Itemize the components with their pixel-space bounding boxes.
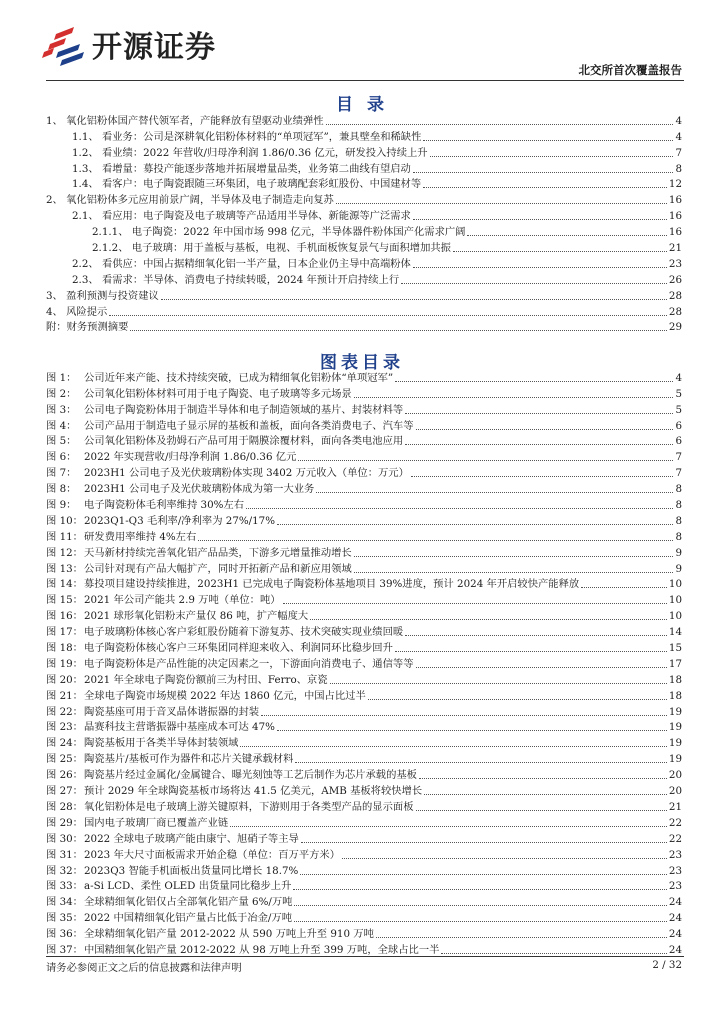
dot-leader (423, 140, 673, 141)
entry-page: 18 (668, 689, 682, 702)
figure-entry[interactable] (46, 481, 682, 497)
toc-entry[interactable] (46, 161, 682, 177)
dot-leader (411, 476, 674, 477)
figure-entry[interactable] (46, 640, 682, 656)
entry-page: 10 (668, 594, 682, 607)
figure-entry[interactable] (46, 608, 682, 624)
entry-text: 天马新材持续完善氧化铝产品品类，下游多元增量推动增长 (84, 546, 352, 559)
entry-page: 16 (668, 194, 682, 207)
logo-text: 开源证券 (92, 30, 216, 65)
entry-text: 公司电子陶瓷粉体用于制造半导体和电子制造领域的基片、封装材料等 (84, 403, 404, 416)
dot-leader (416, 667, 667, 668)
entry-page: 28 (668, 289, 682, 302)
entry-page: 4 (675, 371, 682, 384)
entry-page: 10 (668, 578, 682, 591)
entry-page: 19 (668, 705, 682, 718)
report-type: 北交所首次覆盖报告 (578, 63, 682, 77)
entry-text: 研发费用率维持 4%左右 (84, 530, 197, 543)
figure-entry[interactable] (46, 386, 682, 402)
figure-entry[interactable] (46, 847, 682, 863)
dot-leader (198, 540, 673, 541)
figure-label: 图 5： (46, 435, 77, 448)
figure-label: 图 9： (46, 499, 77, 512)
entry-page: 23 (668, 864, 682, 877)
figure-label: 图 27： (46, 785, 83, 798)
figure-label: 图 35： (46, 912, 83, 925)
dot-leader (405, 413, 673, 414)
figure-label: 图 8： (46, 483, 77, 496)
entry-page: 17 (668, 657, 682, 670)
toc-entry[interactable] (46, 224, 682, 240)
entry-page: 20 (668, 769, 682, 782)
figure-label: 图 21： (46, 689, 83, 702)
entry-page: 8 (675, 162, 682, 175)
figure-entry[interactable] (46, 783, 682, 799)
figure-entry[interactable] (46, 831, 682, 847)
figure-label: 图 36： (46, 928, 83, 941)
figure-label: 图 15： (46, 594, 83, 607)
table-of-contents (46, 113, 682, 335)
figure-entry[interactable] (46, 926, 682, 942)
entry-page: 4 (675, 114, 682, 127)
figure-label: 图 37： (46, 943, 83, 956)
footer-divider (46, 956, 684, 957)
dot-leader (395, 381, 673, 382)
header-divider (46, 80, 684, 81)
toc-entry[interactable] (46, 304, 682, 320)
dot-leader (336, 203, 667, 204)
entry-page: 10 (668, 610, 682, 623)
dot-leader (453, 251, 667, 252)
figure-list-title: 图表目录 (320, 353, 404, 373)
figure-label: 图 17： (46, 626, 83, 639)
entry-page: 24 (668, 943, 682, 956)
figure-entry[interactable] (46, 545, 682, 561)
figure-label: 图 13： (46, 562, 83, 575)
dot-leader (423, 187, 667, 188)
dot-leader (395, 651, 667, 652)
dot-leader (413, 172, 674, 173)
entry-page: 23 (668, 848, 682, 861)
dot-leader (295, 762, 666, 763)
entry-text: 公司近年来产能、技术持续突破，已成为精细氧化铝粉体“单项冠军” (84, 371, 394, 384)
dot-leader (413, 267, 667, 268)
figure-entry[interactable] (46, 894, 682, 910)
dot-leader (326, 124, 674, 125)
figure-label: 图 26： (46, 769, 83, 782)
figure-label: 图 24： (46, 737, 83, 750)
toc-entry[interactable] (46, 320, 682, 336)
figure-label: 图 11： (46, 530, 83, 543)
entry-text: 公司氧化铝粉体及勃姆石产品可用于隔膜涂覆材料，面向各类电池应用 (84, 435, 404, 448)
dot-leader (368, 699, 667, 700)
figure-entry[interactable] (46, 672, 682, 688)
entry-text: 2.1.1、 电子陶瓷：2022 年中国市场 998 亿元，半导体器件粉体国产化需求广阔 (92, 226, 466, 239)
figure-label: 图 14： (46, 578, 83, 591)
entry-page: 24 (668, 928, 682, 941)
entry-text: 陶瓷基片经过金属化/金属键合、曝光刻蚀等工艺后制作为芯片承载的基板 (84, 769, 417, 782)
entry-text: 2022 中国精细氧化铝产量占比低于冶金/万吨 (84, 912, 292, 925)
dot-leader (424, 794, 667, 795)
dot-leader (354, 397, 674, 398)
entry-page: 8 (675, 499, 682, 512)
entry-text: 2.1.2、 电子玻璃：用于盖板与基板，电视、手机面板恢复景气与面积增加共振 (92, 242, 451, 255)
entry-page: 7 (675, 146, 682, 159)
dot-leader (130, 330, 667, 331)
figure-entry[interactable] (46, 561, 682, 577)
figure-entry[interactable] (46, 735, 682, 751)
figure-label: 图 34： (46, 896, 83, 909)
figure-entry[interactable] (46, 577, 682, 593)
dot-leader (293, 889, 667, 890)
figure-label: 图 10： (46, 514, 83, 527)
figure-label: 图 12： (46, 546, 83, 559)
figure-label: 图 30： (46, 832, 83, 845)
figure-label: 图 33： (46, 880, 83, 893)
entry-text: 2023H1 公司电子及光伏玻璃粉体成为第一大业务 (84, 483, 315, 496)
entry-text: 1.2、 看业绩：2022 年营收/归母净利润 1.86/0.36 亿元，研发投入持续上升 (72, 146, 428, 159)
entry-text: 3、 盈利预测与投资建议 (46, 289, 159, 302)
figure-label: 图 19： (46, 657, 83, 670)
dot-leader (401, 283, 667, 284)
figure-entry[interactable] (46, 402, 682, 418)
figure-entry[interactable] (46, 624, 682, 640)
entry-text: 全球电子陶瓷市场规模 2022 年达 1860 亿元，中国占比过半 (84, 689, 366, 702)
figure-entry[interactable] (46, 418, 682, 434)
figure-list (46, 370, 682, 958)
figure-label: 图 2： (46, 387, 77, 400)
figure-label: 图 1： (46, 371, 77, 384)
toc-entry[interactable] (46, 192, 682, 208)
toc-entry[interactable] (46, 177, 682, 193)
entry-page: 18 (668, 673, 682, 686)
entry-text: 国内电子玻璃厂商已覆盖产业链 (84, 816, 229, 829)
entry-page: 9 (675, 562, 682, 575)
entry-text: 2022 年实现营收/归母净利润 1.86/0.36 亿元 (84, 451, 297, 464)
figure-label: 图 16： (46, 610, 83, 623)
figure-label: 图 29： (46, 816, 83, 829)
entry-page: 22 (668, 816, 682, 829)
dot-leader (246, 508, 673, 509)
dot-leader (581, 587, 667, 588)
figure-entry[interactable] (46, 434, 682, 450)
entry-text: 中国精细氧化铝产量 2012-2022 从 98 万吨上升至 399 万吨，全球占比一半 (84, 943, 440, 956)
entry-text: 2.2、 看供应：中国占据精细氧化铝一半产量，日本企业仍主导中高端粉体 (72, 257, 411, 270)
figure-entry[interactable] (46, 592, 682, 608)
figure-entry[interactable] (46, 529, 682, 545)
entry-text: 2022 全球电子玻璃产能由康宁、旭硝子等主导 (84, 832, 299, 845)
entry-text: 陶瓷基板用于各类半导体封装领域 (84, 737, 239, 750)
dot-leader (316, 492, 673, 493)
dot-leader (441, 953, 666, 954)
toc-entry[interactable] (46, 145, 682, 161)
toc-entry[interactable] (46, 272, 682, 288)
entry-text: 4、 风险提示 (46, 305, 108, 318)
entry-text: 2021 球形氧化铝粉末产量仅 86 吨，扩产幅度大 (84, 610, 309, 623)
entry-page: 29 (668, 321, 682, 334)
entry-text: 公司针对现有产品大幅扩产，同时开拓新产品和新应用领域 (84, 562, 352, 575)
figure-label: 图 3： (46, 403, 77, 416)
entry-text: 1.3、 看增量：募投产能逐步落地并拓展增量品类，业务第二曲线有望启动 (72, 162, 411, 175)
dot-leader (261, 715, 667, 716)
entry-text: 2023 年大尺寸面板需求开始企稳（单位：百万平方米） (84, 848, 341, 861)
entry-text: 2021 年公司产能共 2.9 万吨（单位：吨） (84, 594, 281, 607)
toc-entry[interactable] (46, 129, 682, 145)
entry-page: 24 (668, 912, 682, 925)
dot-leader (277, 524, 673, 525)
entry-page: 21 (668, 242, 682, 255)
figure-entry[interactable] (46, 799, 682, 815)
footer-disclaimer: 请务必参阅正文之后的信息披露和法律声明 (46, 962, 242, 974)
entry-page: 15 (668, 642, 682, 655)
entry-page: 23 (668, 880, 682, 893)
entry-text: 电子玻璃粉体核心客户彩虹股份随着下游复苏、技术突破实现业绩回暖 (84, 626, 404, 639)
toc-entry[interactable] (46, 113, 682, 129)
entry-text: 全球精细氧化铝仅占全部氧化铝产量 6%/万吨 (84, 896, 293, 909)
figure-entry[interactable] (46, 449, 682, 465)
dot-leader (405, 635, 667, 636)
figure-entry[interactable] (46, 720, 682, 736)
dot-leader (330, 683, 667, 684)
figure-label: 图 23： (46, 721, 83, 734)
entry-text: 公司氧化铝粉体材料可用于电子陶瓷、电子玻璃等多元场景 (84, 387, 352, 400)
dot-leader (294, 905, 666, 906)
figure-label: 图 28： (46, 800, 83, 813)
dot-leader (354, 556, 674, 557)
entry-page: 16 (668, 226, 682, 239)
entry-page: 28 (668, 305, 682, 318)
entry-text: 2.3、 看需求：半导体、消费电子持续转暖，2024 年预计开启持续上行 (72, 273, 400, 286)
entry-text: 附：财务预测摘要 (46, 321, 129, 334)
toc-entry[interactable] (46, 208, 682, 224)
entry-text: 1、 氧化铝粉体国产替代领军者，产能释放有望驱动业绩弹性 (46, 114, 324, 127)
figure-label: 图 6： (46, 451, 77, 464)
entry-page: 8 (675, 483, 682, 496)
figure-entry[interactable] (46, 497, 682, 513)
figure-entry[interactable] (46, 910, 682, 926)
entry-text: 氧化铝粉体是电子玻璃上游关键原料，下游则用于各类型产品的显示面板 (84, 800, 414, 813)
entry-text: 1.4、 看客户：电子陶瓷跟随三环集团，电子玻璃配套彩虹股份、中国建材等 (72, 178, 422, 191)
figure-entry[interactable] (46, 465, 682, 481)
figure-label: 图 4： (46, 419, 77, 432)
entry-page: 8 (675, 530, 682, 543)
entry-page: 21 (668, 800, 682, 813)
figure-label: 图 32： (46, 864, 83, 877)
figure-entry[interactable] (46, 370, 682, 386)
dot-leader (419, 778, 667, 779)
figure-label: 图 20： (46, 673, 83, 686)
entry-text: 陶瓷基片/基板可作为器件和芯片关键承载材料 (84, 753, 294, 766)
entry-page: 14 (668, 626, 682, 639)
dot-leader (405, 444, 673, 445)
figure-label: 图 7： (46, 467, 77, 480)
entry-page: 5 (675, 387, 682, 400)
entry-text: 晶赛科技主营谐振器中基座成本可达 47% (84, 721, 275, 734)
entry-page: 6 (675, 419, 682, 432)
company-logo (40, 20, 216, 68)
entry-page: 8 (675, 514, 682, 527)
toc-entry[interactable] (46, 240, 682, 256)
entry-page: 19 (668, 737, 682, 750)
figure-entry[interactable] (46, 656, 682, 672)
figure-label: 图 25： (46, 753, 83, 766)
figure-entry[interactable] (46, 863, 682, 879)
entry-page: 19 (668, 753, 682, 766)
dot-leader (354, 572, 674, 573)
entry-page: 6 (675, 435, 682, 448)
entry-page: 22 (668, 832, 682, 845)
figure-label: 图 22： (46, 705, 83, 718)
entry-page: 12 (668, 178, 682, 191)
dot-leader (416, 810, 667, 811)
dot-leader (298, 460, 673, 461)
entry-page: 5 (675, 403, 682, 416)
entry-text: 2、 氧化铝粉体多元应用前景广阔，半导体及电子制造走向复苏 (46, 194, 334, 207)
entry-text: 募投项目建设持续推进，2023H1 已完成电子陶瓷粉体基地项目 39%进度，预计 2024 年开启较快产能释放 (84, 578, 580, 591)
dot-leader (301, 842, 667, 843)
dot-leader (230, 826, 667, 827)
dot-leader (467, 235, 666, 236)
dot-leader (294, 921, 667, 922)
entry-text: 电子陶瓷粉体是产品性能的决定因素之一，下游面向消费电子、通信等等 (84, 657, 414, 670)
dot-leader (277, 730, 667, 731)
entry-page: 20 (668, 785, 682, 798)
figure-entry[interactable] (46, 751, 682, 767)
figure-entry[interactable] (46, 704, 682, 720)
entry-text: 电子陶瓷粉体核心客户三环集团同样迎来收入、利润同环比稳步回升 (84, 642, 393, 655)
entry-text: 电子陶瓷粉体毛利率维持 30%左右 (84, 499, 245, 512)
entry-page: 16 (668, 210, 682, 223)
page-number: 2 / 32 (652, 959, 682, 971)
entry-text: 1.1、 看业务：公司是深耕氧化铝粉体材料的“单项冠军”，兼具壁垒和稀缺性 (72, 130, 422, 143)
toc-title: 目 录 (336, 95, 388, 115)
entry-page: 19 (668, 721, 682, 734)
entry-text: 公司产品用于制造电子显示屏的基板和盖板，面向各类消费电子、汽车等 (84, 419, 414, 432)
figure-entry[interactable] (46, 767, 682, 783)
entry-text: a-Si LCD、柔性 OLED 出货量同比稳步上升 (84, 880, 292, 893)
entry-text: 2021 年全球电子陶瓷份额前三为村田、Ferro、京瓷 (84, 673, 328, 686)
entry-text: 2023H1 公司电子及光伏玻璃粉体实现 3402 万元收入（单位：万元） (84, 467, 409, 480)
toc-entry[interactable] (46, 288, 682, 304)
dot-leader (310, 619, 667, 620)
entry-text: 全球精细氧化铝产量 2012-2022 从 590 万吨上升至 910 万吨 (84, 928, 374, 941)
dot-leader (413, 219, 667, 220)
entry-text: 2023Q3 智能手机面板出货量同比增长 18.7% (84, 864, 299, 877)
toc-entry[interactable] (46, 256, 682, 272)
figure-entry[interactable] (46, 879, 682, 895)
entry-text: 陶瓷基座可用于音叉晶体谐振器的封装 (84, 705, 260, 718)
dot-leader (300, 874, 667, 875)
dot-leader (342, 858, 667, 859)
dot-leader (416, 429, 674, 430)
dot-leader (109, 315, 667, 316)
dot-leader (430, 156, 674, 157)
entry-text: 2023Q1-Q3 毛利率/净利率为 27%/17% (84, 514, 276, 527)
entry-page: 26 (668, 273, 682, 286)
figure-label: 图 18： (46, 642, 83, 655)
dot-leader (283, 603, 667, 604)
figure-entry[interactable] (46, 688, 682, 704)
entry-page: 24 (668, 896, 682, 909)
entry-text: 2.1、 看应用：电子陶瓷及电子玻璃等产品适用半导体、新能源等广泛需求 (72, 210, 411, 223)
kaiyuan-logo-icon (40, 22, 86, 66)
figure-entry[interactable] (46, 815, 682, 831)
entry-page: 4 (675, 130, 682, 143)
entry-page: 7 (675, 467, 682, 480)
dot-leader (161, 299, 667, 300)
dot-leader (376, 937, 667, 938)
entry-page: 23 (668, 257, 682, 270)
entry-text: 预计 2029 年全球陶瓷基板市场将达 41.5 亿美元，AMB 基板将较快增长 (84, 785, 423, 798)
figure-label: 图 31： (46, 848, 83, 861)
entry-page: 7 (675, 451, 682, 464)
entry-page: 9 (675, 546, 682, 559)
dot-leader (240, 746, 666, 747)
figure-entry[interactable] (46, 513, 682, 529)
